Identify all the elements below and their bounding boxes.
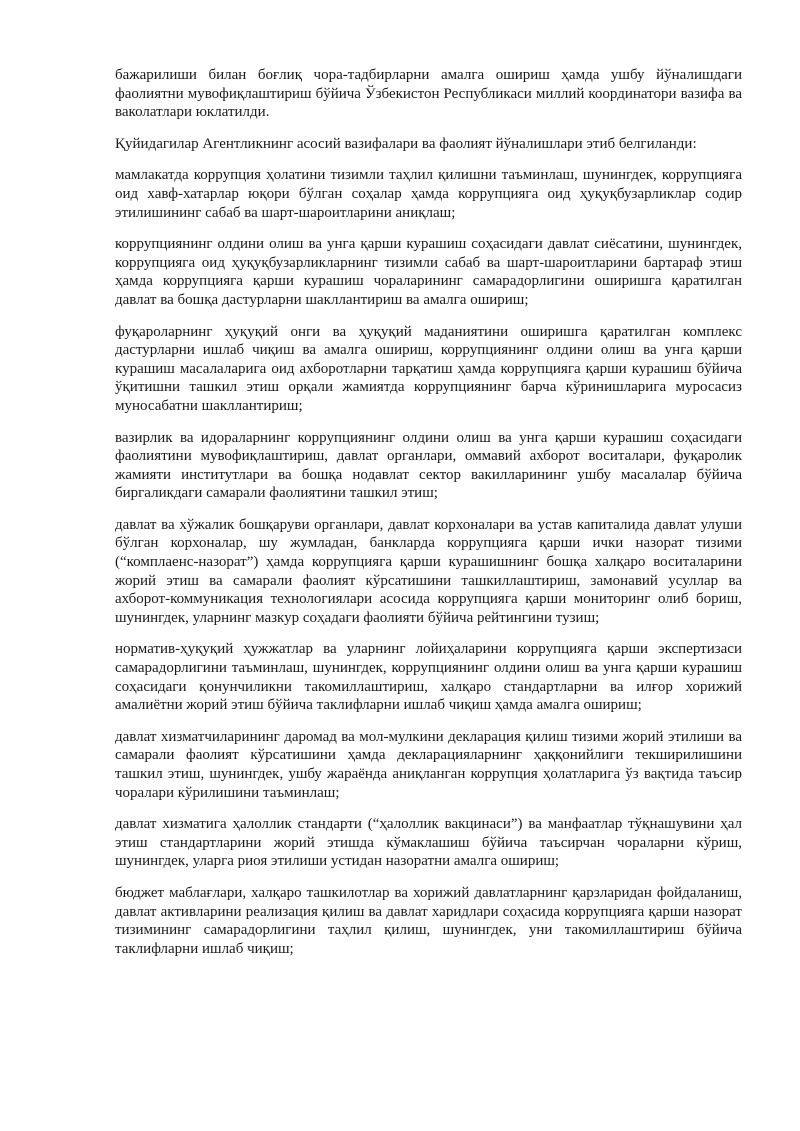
paragraph-heading: Қуйидагилар Агентликнинг асосий вазифалари ва фаолият йўналишлари этиб белгиланди: <box>115 135 697 152</box>
paragraph-item: фуқароларнинг ҳуқуқий онги ва ҳуқуқий маданиятини оширишга қаратилган комплекс дастурларни ишлаб чиқиш ва амалга ошириш, коррупциянинг олдини олиш ва унга қарши курашиш масалаларига оид ахборотларни тарқатиш ҳамда коррупцияга қарши курашиш бўйича ўқитишни ташкил этиш орқали жамиятда коррупциянинг барча кўринишларига муросасиз муносабатни шакллантириш; <box>115 323 742 414</box>
paragraph-item: мамлакатда коррупция ҳолатини тизимли таҳлил қилишни таъминлаш, шунингдек, коррупцияга оид хавф-хатарлар юқори бўлган соҳалар ҳамда коррупцияга оид ҳуқуқбузарликлар содир этилишининг сабаб ва шарт-шароитларини аниқлаш; <box>115 167 742 221</box>
paragraph-item: вазирлик ва идораларнинг коррупциянинг олдини олиш ва унга қарши курашиш соҳасидаги фаолиятини мувофиқлаштириш, давлат органлари, оммавий ахборот воситалари, фуқаролик жамияти институтлари ва бошқа нодавлат сектор вакилларининг ушбу масалалар бўйича биргаликдаги самарали фаолиятини ташкил этиш; <box>115 429 742 502</box>
document-page <box>115 66 742 971</box>
paragraph-intro: бажарилиши билан боғлиқ чора-тадбирларни амалга ошириш ҳамда ушбу йўналишдаги фаолиятни мувофиқлаштириш бўйича Ўзбекистон Республикаси миллий координатори вазифа ва ваколатлари юклатилди. <box>115 67 742 121</box>
paragraph-item: бюджет маблағлари, халқаро ташкилотлар ва хорижий давлатларнинг қарзларидан фойдаланиш, давлат активларини реализация қилиш ва давлат харидлари соҳасида коррупцияга қарши назорат тизимининг самарадорлигини таҳлил қилиш, шунингдек, уни такомиллаштириш бўйича таклифларни ишлаб чиқиш; <box>115 884 742 957</box>
paragraph-item: норматив-ҳуқуқий ҳужжатлар ва уларнинг лойиҳаларини коррупцияга қарши экспертизаси самарадорлигини таъминлаш, шунингдек, коррупциянинг олдини олиш ва унга қарши курашиш соҳасидаги қонунчиликни такомиллаштириш, халқаро стандартларни ва илғор хорижий амалиётни жорий этиш бўйича таклифларни ишлаб чиқиш ҳамда амалга ошириш; <box>115 641 742 714</box>
paragraph-item: давлат хизматига ҳалоллик стандарти (“ҳалоллик вакцинаси”) ва манфаатлар тўқнашувини ҳал этиш стандартларини жорий этишда кўмаклашиш бўйича таъсирчан чораларни кўриш, шунингдек, уларга риоя этилиши устидан назоратни амалга ошириш; <box>115 816 742 870</box>
paragraph-item: давлат ва хўжалик бошқаруви органлари, давлат корхоналари ва устав капиталида давлат улуши бўлган корхоналар, шу жумладан, банкларда коррупцияга қарши ички назорат тизими (“комплаенс-назорат”) ҳамда коррупцияга қарши курашишнинг бошқа халқаро воситаларини жорий этиш ва самарали фаолият кўрсатишини ташкиллаштириш, замонавий усуллар ва ахборот-коммуникация технологиялари асосида коррупцияга қарши мониторинг олиб бориш, шунингдек, уларнинг мазкур соҳадаги фаолияти бўйича рейтингини тузиш; <box>115 516 742 626</box>
paragraph-item: коррупциянинг олдини олиш ва унга қарши курашиш соҳасидаги давлат сиёсатини, шунингдек, коррупцияга оид ҳуқуқбузарликларнинг тизимли сабаб ва шарт-шароитларини бартараф этиш ҳамда коррупцияга қарши курашиш чораларининг самарадорлигини оширишга қаратилган давлат ва бошқа дастурларни шакллантириш ва амалга ошириш; <box>115 236 742 308</box>
paragraph-item: давлат хизматчиларининг даромад ва мол-мулкини декларация қилиш тизими жорий этилиши ва самарали фаолият кўрсатишини ҳамда декларацияларнинг ҳаққонийлиги текширилишини ташкил этиш, шунингдек, ушбу жараёнда аниқланган коррупция ҳолатларига ўз вақтида таъсир чоралари кўрилишини таъминлаш; <box>115 728 742 801</box>
